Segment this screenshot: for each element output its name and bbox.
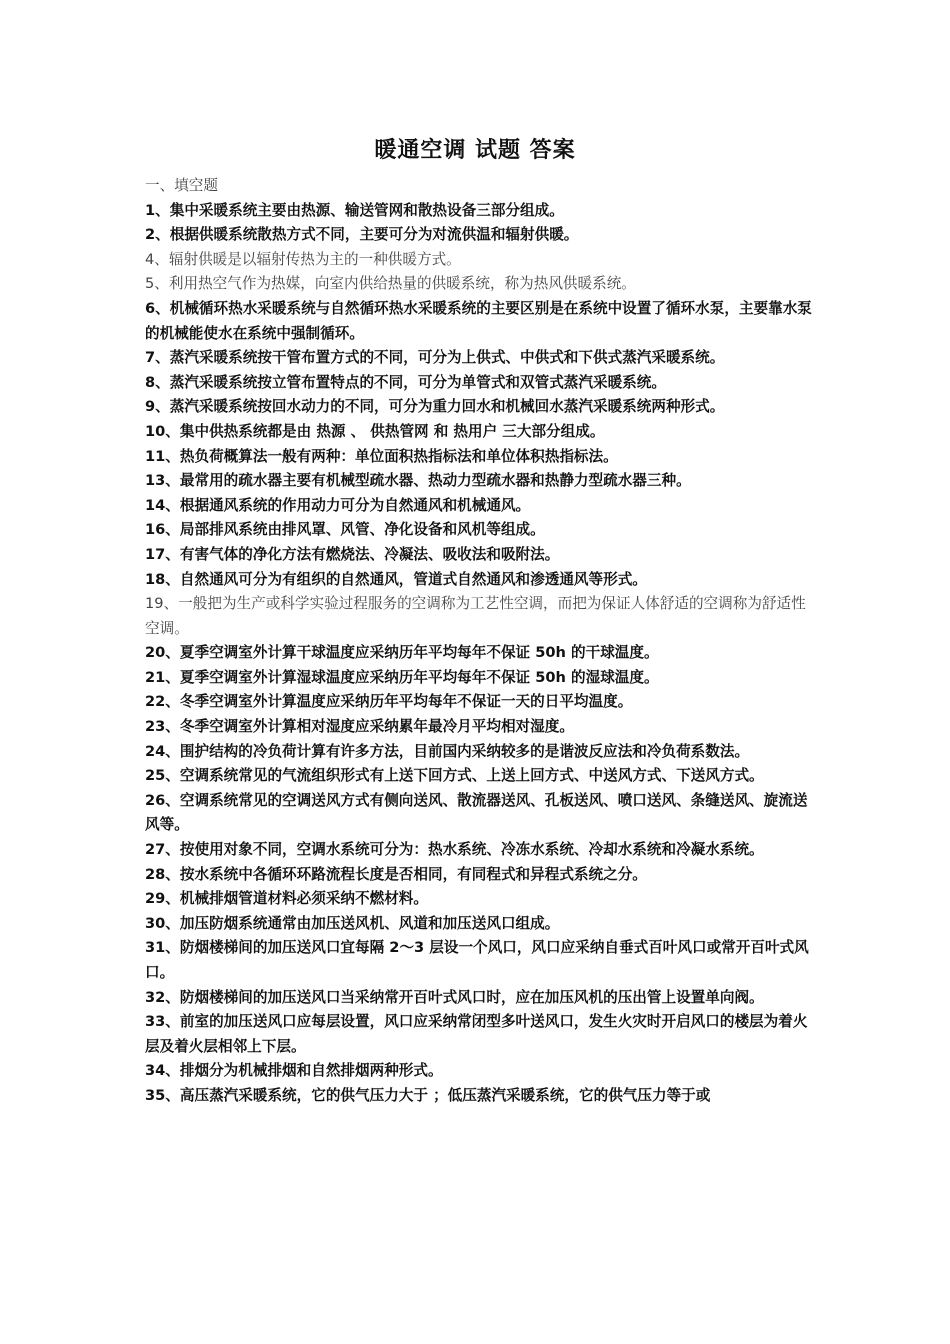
question-item: 27、按使用对象不同，空调水系统可分为：热水系统、冷冻水系统、冷却水系统和冷凝水系统。 (145, 841, 764, 859)
document-body (145, 174, 813, 1109)
question-item: 28、按水系统中各循环环路流程长度是否相同，有同程式和异程式系统之分。 (145, 865, 647, 883)
question-item: 5、利用热空气作为热媒，向室内供给热量的供暖系统，称为热风供暖系统。 (145, 275, 636, 293)
question-item: 25、空调系统常见的气流组织形式有上送下回方式、上送上回方式、中送风方式、下送风方式。 (145, 767, 764, 785)
question-item: 13、最常用的疏水器主要有机械型疏水器、热动力型疏水器和热静力型疏水器三种。 (145, 472, 691, 490)
question-item: 8、蒸汽采暖系统按立管布置特点的不同，可分为单管式和双管式蒸汽采暖系统。 (145, 373, 666, 391)
question-item: 21、夏季空调室外计算湿球温度应采纳历年平均每年不保证 50h 的湿球温度。 (145, 668, 659, 686)
question-item: 35、高压蒸汽采暖系统，它的供气压力大于 ；低压蒸汽采暖系统，它的供气压力等于或 (145, 1086, 711, 1104)
question-item: 16、局部排风系统由排风罩、风管、净化设备和风机等组成。 (145, 521, 545, 539)
question-item: 29、机械排烟管道材料必须采纳不燃材料。 (145, 890, 428, 908)
question-item: 34、排烟分为机械排烟和自然排烟两种形式。 (145, 1062, 443, 1080)
question-item: 23、冬季空调室外计算相对湿度应采纳累年最冷月平均相对湿度。 (145, 718, 574, 736)
question-item: 32、防烟楼梯间的加压送风口当采纳常开百叶式风口时，应在加压风机的压出管上设置单向阀。 (145, 988, 764, 1006)
question-item: 19、一般把为生产或科学实验过程服务的空调称为工艺性空调，而把为保证人体舒适的空调称为舒适性空调。 (145, 595, 806, 637)
question-item: 20、夏季空调室外计算干球温度应采纳历年平均每年不保证 50h 的干球温度。 (145, 644, 659, 662)
question-item: 30、加压防烟系统通常由加压送风机、风道和加压送风口组成。 (145, 914, 560, 932)
question-item: 11、热负荷概算法一般有两种：单位面积热指标法和单位体积热指标法。 (145, 447, 618, 465)
question-item: 18、自然通风可分为有组织的自然通风，管道式自然通风和渗透通风等形式。 (145, 570, 647, 588)
question-item: 33、前室的加压送风口应每层设置，风口应采纳常闭型多叶送风口，发生火灾时开启风口的楼层为着火层及着火层相邻上下层。 (145, 1013, 808, 1055)
question-item: 26、空调系统常见的空调送风方式有侧向送风、散流器送风、孔板送风、喷口送风、条缝送风、旋流送风等。 (145, 791, 808, 834)
question-item: 22、冬季空调室外计算温度应采纳历年平均每年不保证一天的日平均温度。 (145, 693, 633, 711)
question-item: 10、集中供热系统都是由 热源 、 供热管网 和 热用户 三大部分组成。 (145, 422, 605, 440)
question-item: 4、辐射供暖是以辐射传热为主的一种供暖方式。 (145, 250, 461, 268)
question-item: 31、防烟楼梯间的加压送风口宜每隔 2～3 层设一个风口，风口应采纳自垂式百叶风口或常开百叶式风口。 (145, 939, 809, 981)
question-item: 1、集中采暖系统主要由热源、输送管网和散热设备三部分组成。 (145, 201, 564, 219)
question-item: 9、蒸汽采暖系统按回水动力的不同，可分为重力回水和机械回水蒸汽采暖系统两种形式。 (145, 398, 725, 416)
section-heading: 一、填空题 (145, 177, 218, 194)
question-item: 2、根据供暖系统散热方式不同，主要可分为对流供温和辐射供暖。 (145, 226, 579, 244)
question-list (145, 199, 813, 1109)
document-title: 暖通空调 试题 答案 (374, 137, 576, 163)
question-item: 6、机械循环热水采暖系统与自然循环热水采暖系统的主要区别是在系统中设置了循环水泵，主要靠水泵的机械能使水在系统中强制循环。 (145, 299, 812, 342)
question-item: 24、围护结构的冷负荷计算有许多方法，目前国内采纳较多的是谐波反应法和冷负荷系数法。 (145, 742, 750, 760)
question-item: 14、根据通风系统的作用动力可分为自然通风和机械通风。 (145, 496, 531, 514)
question-item: 7、蒸汽采暖系统按干管布置方式的不同，可分为上供式、中供式和下供式蒸汽采暖系统。 (145, 349, 725, 367)
question-item: 17、有害气体的净化方法有燃烧法、冷凝法、吸收法和吸附法。 (145, 545, 560, 563)
